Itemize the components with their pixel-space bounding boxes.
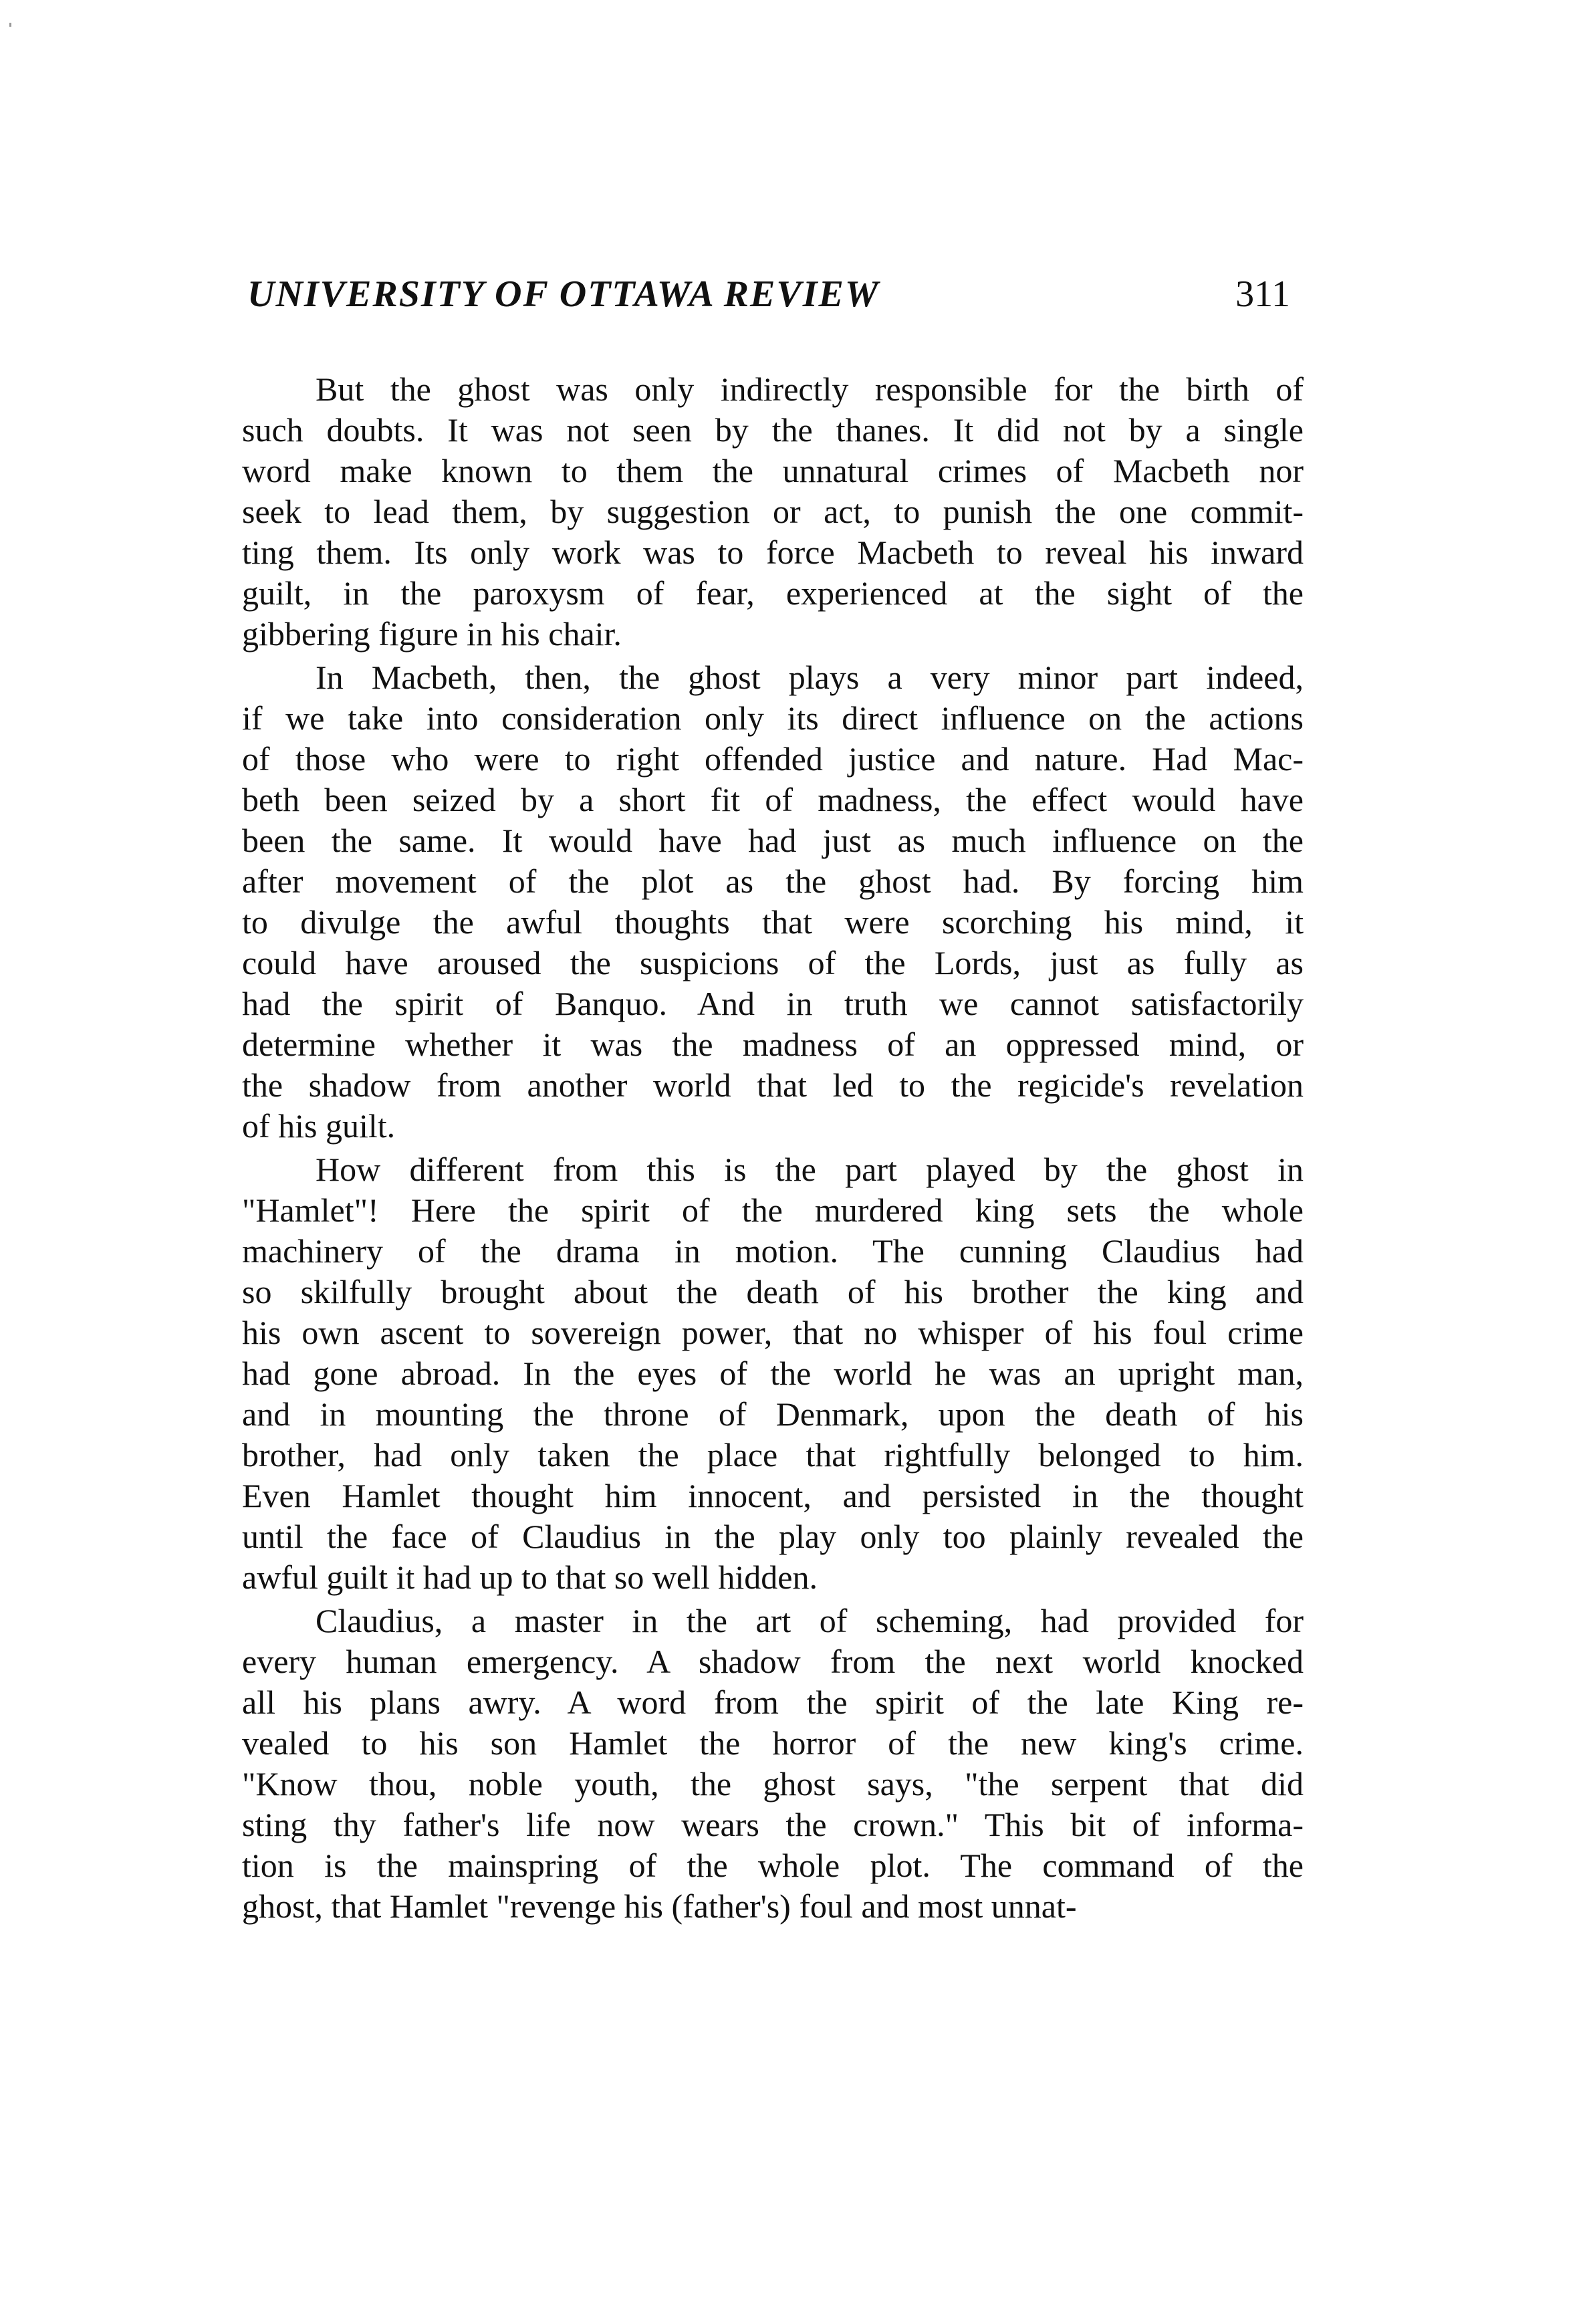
- text-line: determine whether it was the madness of an oppressed mind, or: [242, 1026, 1304, 1063]
- text-line: his own ascent to sovereign power, that no whisper of his foul crime: [242, 1314, 1304, 1351]
- text-line: gibbering figure in his chair.: [242, 615, 622, 653]
- paragraph: [242, 369, 1304, 655]
- text-line: awful guilt it had up to that so well hidden.: [242, 1558, 818, 1596]
- text-line: tion is the mainspring of the whole plot. The command of the: [242, 1847, 1304, 1884]
- text-line: Even Hamlet thought him innocent, and persisted in the thought: [242, 1477, 1304, 1514]
- text-line: and in mounting the throne of Denmark, upon the death of his: [242, 1395, 1304, 1433]
- text-line: seek to lead them, by suggestion or act, to punish the one commit-: [242, 493, 1304, 530]
- text-line: ting them. Its only work was to force Macbeth to reveal his inward: [242, 534, 1304, 571]
- page-number: 311: [1235, 273, 1290, 315]
- text-line: ghost, that Hamlet "revenge his (father's) foul and most unnat-: [242, 1887, 1077, 1925]
- text-line: of those who were to right offended justice and nature. Had Mac-: [242, 740, 1304, 778]
- text-line: vealed to his son Hamlet the horror of the new king's crime.: [242, 1724, 1304, 1762]
- text-line: sting thy father's life now wears the crown." This bit of informa-: [242, 1806, 1304, 1843]
- text-line: "Know thou, noble youth, the ghost says, "the serpent that did: [242, 1765, 1304, 1803]
- text-line: beth been seized by a short fit of madness, the effect would have: [242, 781, 1304, 818]
- text-line: guilt, in the paroxysm of fear, experienced at the sight of the: [242, 574, 1304, 612]
- journal-title: UNIVERSITY OF OTTAWA REVIEW: [247, 273, 880, 315]
- text-line: Claudius, a master in the art of scheming, had provided for: [316, 1602, 1304, 1639]
- article-body: [242, 369, 1304, 1927]
- paragraph: [242, 1149, 1304, 1598]
- text-line: of his guilt.: [242, 1107, 396, 1145]
- paragraph: [242, 1601, 1304, 1927]
- text-line: been the same. It would have had just as much influence on the: [242, 822, 1304, 859]
- text-line: all his plans awry. A word from the spirit of the late King re-: [242, 1683, 1304, 1721]
- paragraph: [242, 657, 1304, 1147]
- text-line: such doubts. It was not seen by the thanes. It did not by a single: [242, 411, 1304, 449]
- text-line: to divulge the awful thoughts that were scorching his mind, it: [242, 903, 1304, 941]
- scan-speck: [9, 23, 11, 27]
- text-line: until the face of Claudius in the play only too plainly revealed the: [242, 1518, 1304, 1555]
- running-head: [247, 264, 1290, 324]
- text-line: How different from this is the part played by the ghost in: [316, 1151, 1304, 1188]
- text-line: every human emergency. A shadow from the next world knocked: [242, 1643, 1304, 1680]
- text-line: In Macbeth, then, the ghost plays a very minor part indeed,: [316, 659, 1304, 696]
- text-line: so skilfully brought about the death of his brother the king and: [242, 1273, 1304, 1310]
- text-line: could have aroused the suspicions of the Lords, just as fully as: [242, 944, 1304, 981]
- text-line: But the ghost was only indirectly responsible for the birth of: [316, 370, 1304, 408]
- text-line: the shadow from another world that led to the regicide's revelation: [242, 1066, 1304, 1104]
- text-line: word make known to them the unnatural crimes of Macbeth nor: [242, 452, 1304, 489]
- text-line: brother, had only taken the place that rightfully belonged to him.: [242, 1436, 1304, 1474]
- text-line: machinery of the drama in motion. The cunning Claudius had: [242, 1232, 1304, 1270]
- text-line: if we take into consideration only its direct influence on the actions: [242, 699, 1304, 737]
- text-line: had gone abroad. In the eyes of the world he was an upright man,: [242, 1355, 1304, 1392]
- text-line: after movement of the plot as the ghost had. By forcing him: [242, 862, 1304, 900]
- text-line: "Hamlet"! Here the spirit of the murdered king sets the whole: [242, 1191, 1304, 1229]
- text-line: had the spirit of Banquo. And in truth we cannot satisfactorily: [242, 985, 1304, 1022]
